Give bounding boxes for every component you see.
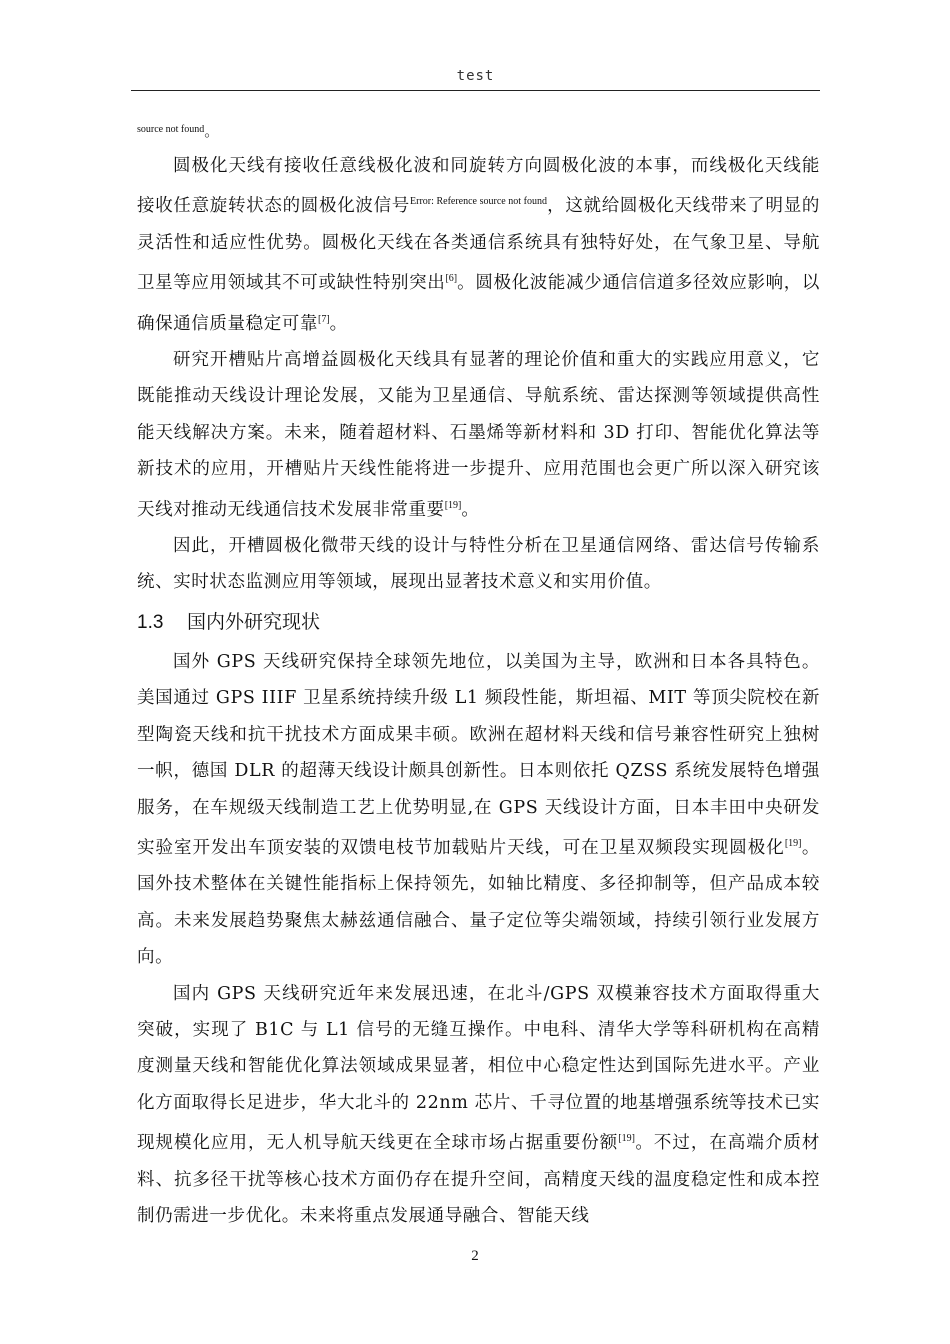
- page-footer: [0, 1248, 950, 1265]
- para-text: 。圆极化波能减少通信信道多径效应影响，以确保通信质量稳定可靠: [137, 273, 821, 334]
- paragraph-conclusion: [137, 528, 820, 601]
- continuation-tail: 。: [204, 122, 220, 140]
- document-body: [137, 118, 820, 1234]
- continuation-line: [137, 118, 820, 148]
- para-text: 。: [461, 499, 480, 520]
- section-heading: [137, 607, 820, 638]
- reference-error-text: source not found: [137, 124, 205, 135]
- paragraph-circular-polarization: [137, 148, 820, 342]
- para-text: 。: [329, 313, 348, 334]
- para-text: 国内 GPS 天线研究近年来发展迅速，在北斗/GPS 双模兼容技术方面取得重大突破，实现了 B1C 与 L1 信号的无缝互操作。中电科、清华大学等科研机构在高精度测量天线和智能优化算法领域成果显著，相位中心稳定性达到国际先进水平。产业化方面取得长足进步，华大北斗的 22nm 芯片、千寻位置的地基增强系统等技术已实现规模化应用，无人机导航天线更在全球市场占据重要份额: [137, 983, 820, 1154]
- para-text: 。国外技术整体在关键性能指标上保持领先，如轴比精度、多径抑制等，但产品成本较高。未来发展趋势聚焦太赫兹通信融合、量子定位等尖端领域，持续引领行业发展方向。: [137, 837, 820, 968]
- para-text: ，这就给圆极化天线带来了明显的灵活性和适应性优势。圆极化天线在各类通信系统具有独特好处，在气象卫星、导航卫星等应用领域其不可或缺性特别突出: [137, 196, 821, 294]
- reference-error: Error: Reference source not found: [410, 196, 548, 208]
- para-text: 研究开槽贴片高增益圆极化天线具有显著的理论价值和重大的实践应用意义，它既能推动天线设计理论发展，又能为卫星通信、导航系统、雷达探测等领域提供高性能天线解决方案。未来，随着超材料、石墨烯等新材料和 3D 打印、智能优化算法等新技术的应用，开槽贴片天线性能将进一步提升、应用范围也会更广所以深入研究该天线对推动无线通信技术发展非常重要: [137, 350, 820, 520]
- para-text: 圆极化天线有接收任意线极化波和同旋转方向圆极化波的本事，而线极化天线能接收任意旋转状态的圆极化波信号: [137, 156, 820, 217]
- para-text: 。不过，在高端介质材料、抗多径干扰等核心技术方面仍存在提升空间，高精度天线的温度稳定性和成本控制仍需进一步优化。未来将重点发展通导融合、智能天线: [137, 1133, 820, 1226]
- header-title: test: [456, 68, 495, 84]
- citation: [19]: [784, 837, 802, 849]
- paragraph-research-significance: [137, 342, 820, 528]
- paragraph-foreign-research: [137, 644, 820, 976]
- citation: [19]: [444, 499, 462, 511]
- section-title: 国内外研究现状: [187, 610, 321, 633]
- section-number: 1.3: [137, 611, 164, 633]
- page-header: [131, 68, 820, 91]
- paragraph-domestic-research: [137, 976, 820, 1235]
- page-number: 2: [471, 1248, 479, 1264]
- citation: [6]: [445, 273, 458, 285]
- citation: [19]: [618, 1133, 635, 1145]
- para-text: 国外 GPS 天线研究保持全球领先地位，以美国为主导，欧洲和日本各具特色。美国通过 GPS IIIF 卫星系统持续升级 L1 频段性能，斯坦福、MIT 等顶尖院校在新型陶瓷天线和抗干扰技术方面成果丰硕。欧洲在超材料天线和信号兼容性研究上独树一帜，德国 DLR 的超薄天线设计颇具创新性。日本则依托 QZSS 系统发展特色增强服务，在车规级天线制造工艺上优势明显,在 GPS 天线设计方面，日本丰田中央研发实验室开发出车顶安装的双馈电枝节加载贴片天线，可在卫星双频段实现圆极化: [137, 651, 820, 858]
- citation: [7]: [318, 313, 330, 325]
- para-text: 因此，开槽圆极化微带天线的设计与特性分析在卫星通信网络、雷达信号传输系统、实时状态监测应用等领域，展现出显著技术意义和实用价值。: [137, 536, 820, 593]
